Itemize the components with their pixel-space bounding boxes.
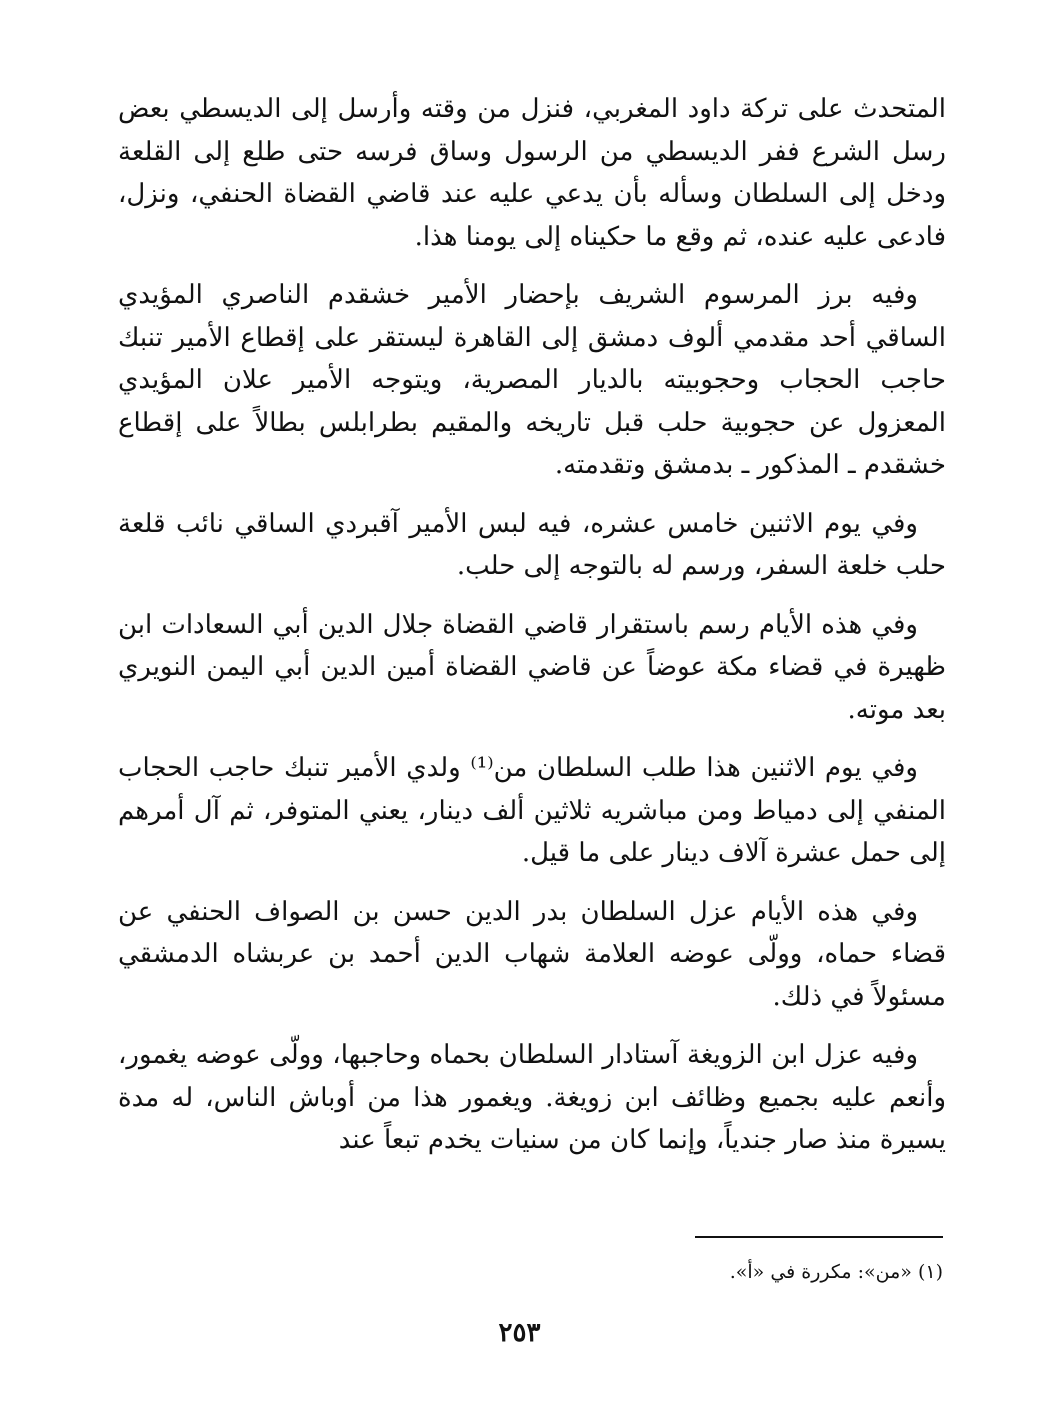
paragraph-5: وفي يوم الاثنين هذا طلب السلطان من⁽¹⁾ ولدي الأمير تنبك حاجب الحجاب المنفي إلى دمياط ومن مباشريه ثلاثين ألف دينار، يعني المتوفر، ثم آل أمرهم إلى حمل عشرة آلاف دينار على ما قيل. — [118, 753, 946, 868]
body-text — [118, 88, 946, 1178]
page-number: ٢٥٣ — [498, 1318, 541, 1348]
footnote: (١) «من»: مكررة في «أ». — [729, 1261, 943, 1283]
paragraph-4: وفي هذه الأيام رسم باستقرار قاضي القضاة جلال الدين أبي السعادات ابن ظهيرة في قضاء مكة عوضاً عن قاضي القضاة أمين الدين أبي اليمن النويري بعد موته. — [118, 609, 946, 725]
footnote-divider — [695, 1236, 943, 1238]
paragraph-1: المتحدث على تركة داود المغربي، فنزل من وقته وأرسل إلى الديسطي بعض رسل الشرع ففر الديسطي من الرسول وساق فرسه حتى طلع إلى القلعة ودخل إلى السلطان وسأله بأن يدعي عليه عند قاضي القضاة الحنفي، ونزل، فادعى عليه عنده، ثم وقع ما حكيناه إلى يومنا هذا. — [118, 94, 946, 252]
paragraph-2: وفيه برز المرسوم الشريف بإحضار الأمير خشقدم الناصري المؤيدي الساقي أحد مقدمي ألوف دمشق إلى القاهرة ليستقر على إقطاع الأمير تنبك حاجب الحجاب وحجوبيته بالديار المصرية، ويتوجه الأمير علان المؤيدي المعزول عن حجوبية حلب قبل تاريخه والمقيم بطرابلس بطالاً على إقطاع خشقدم ـ المذكور ـ بدمشق وتقدمته. — [118, 280, 946, 480]
paragraph-6: وفي هذه الأيام عزل السلطان بدر الدين حسن بن الصواف الحنفي عن قضاء حماه، وولّى عوضه العلامة شهاب الدين أحمد بن عربشاه الدمشقي مسئولاً في ذلك. — [118, 896, 946, 1012]
paragraph-7: وفيه عزل ابن الزويغة آستادار السلطان بحماه وحاجبها، وولّى عوضه يغمور، وأنعم عليه بجميع وظائف ابن زويغة. ويغمور هذا من أوباش الناس، له مدة يسيرة منذ صار جندياً، وإنما كان من سنيات يخدم تبعاً عند — [118, 1040, 946, 1155]
paragraph-3: وفي يوم الاثنين خامس عشره، فيه لبس الأمير آقبردي الساقي نائب قلعة حلب خلعة السفر، ورسم له بالتوجه إلى حلب. — [118, 508, 946, 581]
